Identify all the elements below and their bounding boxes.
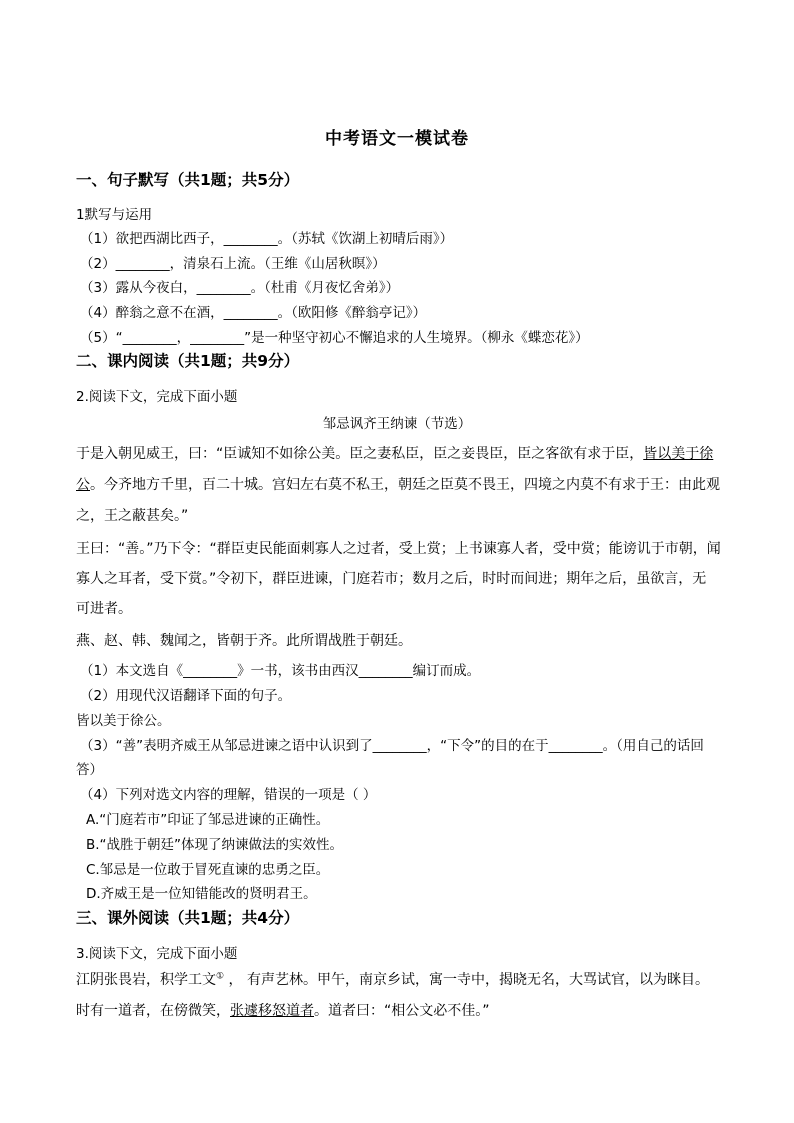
passage-line: 可进者。 [76,601,132,617]
passage-line [76,474,720,494]
option-d: D.齐威王是一位知错能改的贤明君王。 [86,886,317,902]
passage-line: 之，王之蔽甚矣。” [76,508,189,524]
underlined-phrase: 公 [76,477,90,493]
section-heading-2: 二、课内阅读（共1题；共9分） [76,352,300,370]
question-3-stem: 3.阅读下文，完成下面小题 [76,946,238,962]
question-1-item: （4）醉翁之意不在酒，________。（欧阳修《醉翁亭记》） [80,305,427,321]
passage-line: 燕、赵、韩、魏闻之，皆朝于齐。此所谓战胜于朝廷。 [76,633,412,649]
passage-line: 王曰：“善。”乃下令：“群臣吏民能面刺寡人之过者，受上赏；上书谏寡人者，受中赏；能谤讥于市朝，闻 [76,541,721,557]
translate-sentence: 皆以美于徐公。 [76,713,171,729]
sub-question-1: （1）本文选自《________》一书，该书由西汉________编订而成。 [80,663,481,679]
question-1-item: （3）露从今夜白，________。（杜甫《月夜忆舍弟》） [80,280,400,296]
passage-text: 于是入朝见威王，曰：“臣诚知不如徐公美。臣之妻私臣，臣之妾畏臣，臣之客欲有求于臣， [76,446,644,462]
question-1-item: （2）________，清泉石上流。（王维《山居秋暝》） [80,256,386,272]
passage-text: ， 有声艺林。甲午，南京乡试，寓一寺中，揭晓无名，大骂试官，以为眯目。 [224,972,709,988]
sub-question-2: （2）用现代汉语翻译下面的句子。 [80,688,292,704]
question-1-item: （1）欲把西湖比西子，________。（苏轼《饮湖上初晴后雨》） [80,231,454,247]
passage-line: 寡人之耳者，受下赏。”令初下，群臣进谏，门庭若市；数月之后，时时而间进；期年之后，虽欲言，无 [76,571,707,587]
underlined-phrase: 皆以美于徐 [643,446,714,462]
passage-text: 时有一道者，在傍微笑， [76,1003,230,1019]
option-a: A.“门庭若市”印证了邹忌进谏的正确性。 [86,812,330,828]
question-1-stem: 1默写与运用 [76,207,153,223]
question-2-stem: 2.阅读下文，完成下面小题 [76,389,238,405]
passage-line [76,969,709,989]
passage-text: 。今齐地方千里，百二十城。宫妇左右莫不私王，朝廷之臣莫不畏王，四境之内莫不有求于王：由此观 [90,477,720,493]
passage-line [76,1000,490,1020]
passage-title: 邹忌讽齐王纳谏（节选） [322,416,472,432]
section-heading-1: 一、句子默写（共1题；共5分） [76,171,300,189]
passage-line [76,443,713,463]
footnote-mark: ① [216,971,225,982]
question-1-item: （5）“________，________”是一种坚守初心不懈追求的人生境界。（柳永《蝶恋花》） [80,330,589,346]
passage-text: 江阴张畏岩，积学工文 [76,972,216,988]
underlined-phrase: 张遽移怒道者 [230,1003,314,1019]
sub-question-3-cont: 答） [76,762,103,778]
page-title: 中考语文一模试卷 [325,129,469,149]
option-b: B.“战胜于朝廷”体现了纳谏做法的实效性。 [86,837,344,853]
option-c: C.邹忌是一位敢于冒死直谏的忠勇之臣。 [86,862,330,878]
passage-text: 。道者曰：“相公文必不佳。” [314,1003,490,1019]
sub-question-4: （4）下列对选文内容的理解，错误的一项是（ ） [80,787,377,803]
sub-question-3: （3）“善”表明齐威王从邹忌进谏之语中认识到了________，“下令”的目的在于________。（用自己的话回 [80,738,704,754]
section-heading-3: 三、课外阅读（共1题；共4分） [76,909,300,927]
